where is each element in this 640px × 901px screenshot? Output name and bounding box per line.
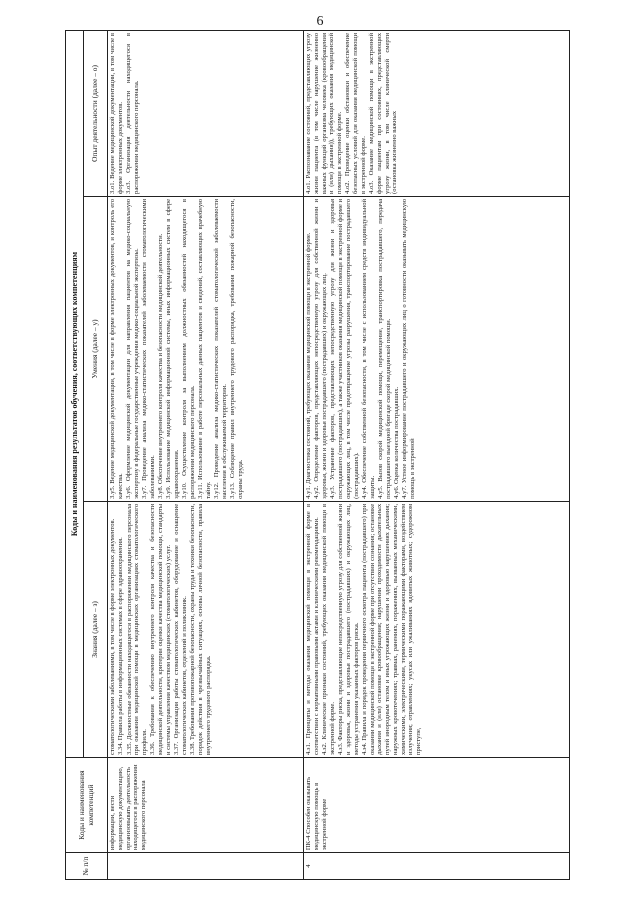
- knowledge-item: 3.38. Требования противопожарной безопасности, охраны труда и техники безопасности, порядок действия в чрезвычайных ситуациях, основы личной безопасности, правила внутреннего трудового распорядка.: [189, 503, 212, 756]
- skill-item: 4.у2. Определение факторов, представляющих непосредственную угрозу для собственной жизни и здоровья, жизни и здоровья пострадавшего (пострадавших) и окружающих лиц.: [313, 198, 329, 499]
- table-row: [304, 31, 570, 880]
- skill-item: 3.у9. Использование медицинской информационной системы, иных информационных систем в сфере здравоохранения.: [165, 198, 181, 499]
- skill-item: 4.у6. Оценка количества пострадавших.: [392, 386, 400, 499]
- experience-item: 4.о2. Проведение оценки обстановки и обеспечение безопасных условий для оказания медицинской помощи в экстренной форме.: [344, 33, 367, 194]
- skill-item: 3.у7. Проведение анализа медико-статистических показателей заболеваемости стоматологическими заболеваниями.: [141, 198, 156, 499]
- skill-item: 3.у8. Обеспечение внутреннего контроля качества и безопасности медицинской деятельности.: [157, 233, 165, 499]
- knowledge-item: 3.37. Организация работы стоматологических кабинетов, оборудование и оснащение стоматологических кабинетов, отделений и поликлиник.: [173, 503, 188, 756]
- skill-item: 3.у5. Ведение медицинской документации, в том числе в форме электронных документов, и контроль его качества.: [109, 198, 124, 499]
- header-num: № п/п: [66, 853, 108, 880]
- skill-item: 3.у12. Проведение анализа медико-статистических показателей стоматологической заболеваемости населения в обслуживаемой территории.: [213, 198, 229, 499]
- knowledge-item: 3.34. Правила работы в информационных системах в сфере здравоохранения.: [117, 537, 125, 756]
- header-codes: Коды и наименования компетенций: [66, 758, 108, 853]
- row-competence: информации, вести медицинскую документацию, организовывать деятельность находящегося в распоряжении медицинского персонала: [108, 758, 304, 853]
- header-experience: Опыт деятельности (далее – о): [84, 31, 108, 197]
- row-skills: [304, 196, 570, 501]
- table-row: [108, 31, 304, 880]
- row-knowledge: [304, 501, 570, 757]
- skill-item: 4.у1. Диагностика состояний, требующих оказания медицинской помощи в экстренной форме.: [305, 232, 312, 499]
- row-skills: [108, 196, 304, 501]
- skill-item: 4.у7. Устное информирование пострадавшего и окружающих лиц о готовности оказывать медицинскую помощь в экстренной: [401, 198, 416, 499]
- experience-item: 3.о3. Организация деятельности находящегося в распоряжении медицинского персонала.: [125, 33, 140, 194]
- row-num: [108, 853, 304, 880]
- knowledge-item: 4.з1. Принципы и методы оказания медицинской помощи в экстренной форме в соответствии с нормативными правовыми актами и клиническими рекомендациями.: [305, 503, 320, 756]
- knowledge-item: 4.з4. Правила и порядок проведения первичного осмотра пациента (пострадавшего) при оказании медицинской помощи в экстренной форме при отсутствии сознания; остановке дыхания и (или) остановке кровообращения; нарушении проходимости дыхательных путей инородным телом и иных угрожающих жизни и здоровью нарушениях дыхания; наружных кровотечениях; травмах, ранениях, поражениях, вызванных механическими, химическими, электрическими, термическими поражающими факторами, воздействием излучения; отравлениях; укусах или ужаливаниях ядовитых животных; судорожном приступе,: [360, 503, 423, 756]
- skill-item: 3.у6. Оформление медицинской документации для направления пациентов на медико-социальную экспертизу в федеральные государственные учреждения медико-социальной экспертизы.: [125, 198, 140, 499]
- header-knowledge: Знания (далее – з): [84, 501, 108, 757]
- skill-item: 3.у13. Соблюдение правил внутреннего трудового распорядка, требования пожарной безопасности, охраны труда.: [229, 198, 245, 499]
- knowledge-item: 4.з2. Клинические признаки состояний, требующих оказания медицинской помощи в экстренной форме.: [321, 503, 336, 756]
- knowledge-item: 3.35. Должностные обязанности находящегося в распоряжении медицинского персонала при оказании медицинской помощи в медицинских организациях стоматологического профиля.: [125, 503, 149, 756]
- skill-item: 3.у11. Использование в работе персональных данных пациентов и сведений, составляющих врачебную тайну.: [197, 198, 213, 499]
- page-number: 6: [316, 14, 324, 29]
- experience-item: 4.о3. Оказание медицинской помощи в экстренной форме пациентам при состояниях, представляющих угрозу жизни, в том числе клинической смерти (остановка жизненно важных: [368, 33, 399, 194]
- header-skills: Умения (далее – у): [84, 196, 108, 501]
- row-knowledge: [108, 501, 304, 757]
- rotated-page: [65, 30, 570, 880]
- row-experience: [108, 31, 304, 197]
- skill-item: 3.у10. Осуществление контроля за выполнением должностных обязанностей находящегося в распоряжении медицинского персонала.: [181, 198, 197, 499]
- skill-item: 4.у3. Устранение факторов, представляющих непосредственную угрозу для жизни и здоровья пострадавшего (пострадавших), а также участников оказания медицинской помощи в экстренной форме и окружающих лиц, в том числе предотвращение угрозы разрушения, транспортирование пострадавшего (пострадавших).: [329, 198, 360, 499]
- row-experience: [304, 31, 570, 197]
- row-num: 4: [304, 853, 570, 880]
- competence-table: [65, 30, 570, 880]
- skill-item: 4.у5. Вызов скорой медицинской помощи, перемещение, транспортировка пострадавшего, передача пострадавшего выездной бригаде скорой медицинской помощи.: [376, 198, 392, 499]
- experience-item: 3.о1. Ведение медицинской документации, в том числе в форме электронных документов.: [109, 33, 124, 194]
- header-group-title: Коды и наименования результатов обучения, соответствующих компетенциям: [66, 31, 84, 758]
- row-competence: ПК-4 Способен оказывать медицинскую помощь в экстренной форме: [304, 758, 570, 853]
- knowledge-item: стоматологическими заболеваниями, в том числе в форме электронных документов.: [109, 518, 116, 756]
- knowledge-item: 4.з3. Факторы риска, представляющие непосредственную угрозу для собственной жизни и здоровья, жизни и здоровья пострадавшего (пострадавших) и окружающих лиц, методы устранения указанных факторов риска.: [337, 503, 360, 756]
- skill-item: 4.у4. Обеспечение собственной безопасности, в том числе с использованием средств индивидуальной защиты.: [360, 198, 376, 499]
- knowledge-item: 3.36. Требования к обеспечению внутреннего контроля качества и безопасности медицинской деятельности, критерии оценки качества медицинской помощи, стандарты и системы управления качеством медицинских (стоматологических) услуг.: [149, 503, 172, 756]
- experience-item: 4.о1. Распознавание состояний, представляющих угрозу жизни пациента (в том числе нарушение жизненно важных функций организма человека (кровообращения и (или) дыхания)), требующих оказания медицинской помощи в экстренной форме.: [305, 33, 344, 194]
